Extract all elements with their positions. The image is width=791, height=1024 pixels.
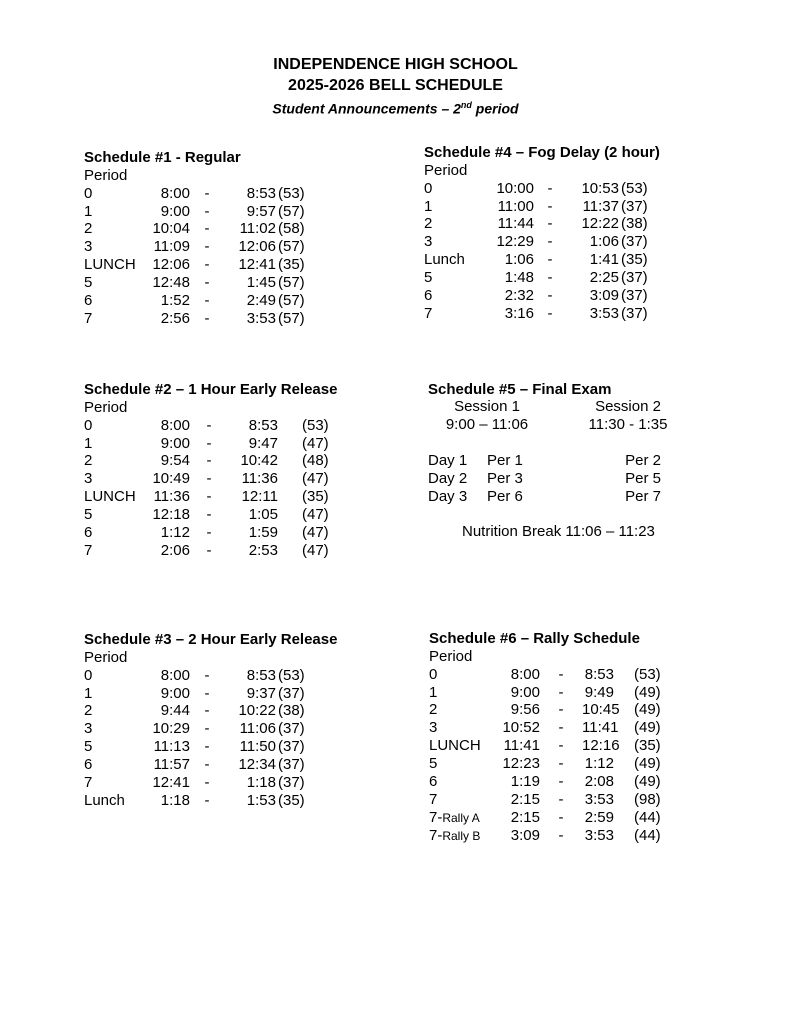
start-time: 9:54 <box>160 452 190 470</box>
schedule-row <box>424 215 660 233</box>
period: 0 <box>84 666 93 684</box>
period: 6 <box>84 523 93 541</box>
end-time: 12:22 <box>581 215 619 233</box>
period: 5 <box>84 738 93 756</box>
end-time: 2:08 <box>584 772 614 790</box>
start-time: 9:00 <box>160 434 190 452</box>
nutrition-break: Nutrition Break 11:06 – 11:23 <box>462 523 655 540</box>
period-header: Period <box>84 166 128 184</box>
schedule-row <box>84 738 337 756</box>
schedule-row <box>429 755 661 773</box>
period: 5 <box>429 755 438 773</box>
dash: - <box>558 719 564 737</box>
dash: - <box>558 827 564 845</box>
start-time: 9:44 <box>160 702 190 720</box>
period: 3 <box>84 470 93 488</box>
duration: (47) <box>302 470 329 488</box>
schedule-row <box>84 203 305 221</box>
schedule-row <box>84 470 337 488</box>
end-time: 12:41 <box>238 256 276 274</box>
period: 0 <box>84 416 93 434</box>
session-1-time: 9:00 – 11:06 <box>445 416 529 433</box>
schedule-row <box>424 305 660 323</box>
duration: (37) <box>278 773 305 791</box>
end-time: 8:53 <box>246 666 276 684</box>
dash: - <box>204 291 210 309</box>
start-time: 10:29 <box>152 720 190 738</box>
start-time: 9:00 <box>160 684 190 702</box>
schedule-row <box>429 701 661 719</box>
schedule-row <box>84 435 337 453</box>
start-time: 3:16 <box>504 304 534 322</box>
end-time: 12:16 <box>582 737 620 755</box>
schedule-row <box>84 792 337 810</box>
period: 5 <box>84 506 93 524</box>
schedule-row <box>424 233 660 251</box>
duration: (38) <box>278 702 305 720</box>
end-time: 12:34 <box>238 756 276 774</box>
dash: - <box>558 772 564 790</box>
duration: (49) <box>634 683 661 701</box>
period: 0 <box>429 665 438 683</box>
schedule-row <box>84 506 337 524</box>
end-time: 3:09 <box>589 286 619 304</box>
dash: - <box>547 179 553 197</box>
start-time: 9:56 <box>510 701 540 719</box>
schedule-row <box>84 185 305 203</box>
schedule-row <box>84 274 305 292</box>
start-time: 12:48 <box>152 274 190 292</box>
period: LUNCH <box>84 488 136 506</box>
schedule-3-2-hour-early-release <box>84 631 337 810</box>
dash: - <box>204 274 210 292</box>
ordinal-suffix: nd <box>460 100 472 110</box>
end-time: 10:22 <box>238 702 276 720</box>
section-title: Schedule #5 – Final Exam <box>428 381 612 398</box>
start-time: 1:18 <box>160 791 190 809</box>
start-time: 10:52 <box>502 719 540 737</box>
dash: - <box>558 808 564 826</box>
dash: - <box>558 737 564 755</box>
end-time: 1:53 <box>246 791 276 809</box>
session-1-label: Session 1 <box>454 398 520 415</box>
start-time: 3:09 <box>510 827 540 845</box>
schedule-1-regular <box>84 149 305 328</box>
period-number: 7- <box>429 827 443 845</box>
end-time: 3:53 <box>246 309 276 327</box>
start-time: 12:41 <box>152 773 190 791</box>
period: 2 <box>84 220 93 238</box>
start-time: 9:00 <box>510 683 540 701</box>
schedule-row <box>84 310 305 328</box>
end-time: 8:53 <box>248 416 278 434</box>
end-time: 1:59 <box>248 523 278 541</box>
duration: (57) <box>278 274 305 292</box>
duration: (35) <box>621 251 648 269</box>
duration: (37) <box>621 269 648 287</box>
end-time: 2:59 <box>584 808 614 826</box>
schedule-row <box>84 720 337 738</box>
period: LUNCH <box>429 737 481 755</box>
dash: - <box>206 523 212 541</box>
end-time: 1:18 <box>246 773 276 791</box>
schedule-row <box>424 287 660 305</box>
period: 6 <box>84 291 93 309</box>
start-time: 12:06 <box>152 256 190 274</box>
end-time: 10:42 <box>240 452 278 470</box>
dash: - <box>558 755 564 773</box>
dash: - <box>558 701 564 719</box>
dash: - <box>206 470 212 488</box>
schedule-row <box>84 667 337 685</box>
exam-day: Day 1 <box>428 452 468 469</box>
end-time: 8:53 <box>584 665 614 683</box>
start-time: 2:56 <box>160 309 190 327</box>
rally-row <box>429 827 661 846</box>
period: 7 <box>84 541 93 559</box>
schedule-row <box>84 256 305 274</box>
duration: (37) <box>621 233 648 251</box>
duration: (37) <box>278 756 305 774</box>
start-time: 8:00 <box>160 416 190 434</box>
duration: (35) <box>278 256 305 274</box>
announcements-period: period <box>471 100 519 117</box>
session-2-time: 11:30 - 1:35 <box>588 416 668 433</box>
duration: (47) <box>302 506 329 524</box>
end-time: 1:45 <box>246 274 276 292</box>
dash: - <box>547 286 553 304</box>
start-time: 11:09 <box>153 238 190 256</box>
end-time: 10:53 <box>581 179 619 197</box>
schedule-row <box>424 251 660 269</box>
duration: (37) <box>621 286 648 304</box>
duration: (37) <box>278 720 305 738</box>
period: 7 <box>84 309 93 327</box>
start-time: 8:00 <box>160 184 190 202</box>
period: 7 <box>424 304 433 322</box>
period-header: Period <box>84 648 128 666</box>
period: 3 <box>424 233 433 251</box>
start-time: 12:23 <box>502 755 540 773</box>
dash: - <box>558 790 564 808</box>
schedule-row <box>84 685 337 703</box>
schedule-row <box>84 488 337 506</box>
session-2-period: Per 5 <box>625 469 661 487</box>
duration: (49) <box>634 772 661 790</box>
duration: (47) <box>302 523 329 541</box>
start-time: 12:29 <box>496 233 534 251</box>
end-time: 9:37 <box>246 684 276 702</box>
schedule-title: Schedule #6 – Rally Schedule <box>429 630 640 647</box>
schedule-4-fog-delay <box>424 144 660 323</box>
start-time: 1:52 <box>160 291 190 309</box>
period: 7 <box>429 790 438 808</box>
dash: - <box>547 251 553 269</box>
dash: - <box>204 791 210 809</box>
schedule-row <box>84 292 305 310</box>
start-time: 2:06 <box>160 541 190 559</box>
start-time: 11:13 <box>153 738 190 756</box>
school-name: INDEPENDENCE HIGH SCHOOL <box>273 56 518 73</box>
duration: (37) <box>621 304 648 322</box>
dash: - <box>204 684 210 702</box>
period: 5 <box>424 269 433 287</box>
schedule-row <box>424 269 660 287</box>
schedule-title: Schedule #4 – Fog Delay (2 hour) <box>424 144 660 161</box>
duration: (37) <box>278 738 305 756</box>
period: Lunch <box>84 791 125 809</box>
schedule-6-rally <box>429 630 661 846</box>
period: 3 <box>429 719 438 737</box>
session-2-period: Per 2 <box>625 452 661 469</box>
end-time: 11:50 <box>239 738 276 756</box>
period <box>429 809 499 828</box>
start-time: 2:15 <box>510 790 540 808</box>
end-time: 10:45 <box>582 701 620 719</box>
duration: (98) <box>634 790 661 808</box>
schedule-title: Schedule #1 - Regular <box>84 149 241 166</box>
duration: (47) <box>302 434 329 452</box>
rally-label: Rally B <box>442 829 481 844</box>
schedule-row <box>429 684 661 702</box>
dash: - <box>204 309 210 327</box>
period <box>429 827 499 846</box>
end-time: 12:11 <box>241 488 278 506</box>
start-time: 10:49 <box>152 470 190 488</box>
schedule-2-1-hour-early-release <box>84 381 337 560</box>
dash: - <box>204 738 210 756</box>
duration: (35) <box>278 791 305 809</box>
period: 6 <box>84 756 93 774</box>
duration: (53) <box>278 184 305 202</box>
end-time: 11:06 <box>239 720 276 738</box>
period: 3 <box>84 720 93 738</box>
duration: (53) <box>621 179 648 197</box>
end-time: 11:41 <box>582 719 619 737</box>
schedule-row <box>84 702 337 720</box>
period: LUNCH <box>84 256 136 274</box>
session-2-label: Session 2 <box>595 398 661 415</box>
dash: - <box>547 215 553 233</box>
announcements-text: Student Announcements – 2 <box>272 100 461 117</box>
schedule-row <box>429 737 661 755</box>
dash: - <box>204 220 210 238</box>
dash: - <box>204 756 210 774</box>
start-time: 1:12 <box>160 523 190 541</box>
duration: (49) <box>634 701 661 719</box>
schedule-title: Schedule #2 – 1 Hour Early Release <box>84 381 338 398</box>
start-time: 11:57 <box>153 756 190 774</box>
period: 1 <box>84 434 93 452</box>
period: 2 <box>84 452 93 470</box>
duration: (49) <box>634 719 661 737</box>
start-time: 2:32 <box>504 286 534 304</box>
period-header: Period <box>424 161 468 179</box>
dash: - <box>204 773 210 791</box>
period: Lunch <box>424 251 465 269</box>
start-time: 1:48 <box>504 269 534 287</box>
start-time: 1:19 <box>510 772 540 790</box>
session-1-period: Per 3 <box>487 469 523 487</box>
period: 2 <box>84 702 93 720</box>
dash: - <box>547 269 553 287</box>
end-time: 3:53 <box>584 827 614 845</box>
session-1-period: Per 6 <box>487 487 523 505</box>
schedule-row <box>424 198 660 216</box>
period: 1 <box>84 684 93 702</box>
schedule-row <box>84 238 305 256</box>
duration: (57) <box>278 202 305 220</box>
schedule-row <box>84 452 337 470</box>
schedule-row <box>84 774 337 792</box>
schedule-row <box>429 791 661 809</box>
period: 6 <box>424 286 433 304</box>
period: 7 <box>84 773 93 791</box>
duration: (35) <box>302 488 329 506</box>
duration: (48) <box>302 452 329 470</box>
start-time: 1:06 <box>504 251 534 269</box>
session-1-period: Per 1 <box>487 452 523 469</box>
duration: (35) <box>634 737 661 755</box>
end-time: 2:49 <box>246 291 276 309</box>
start-time: 8:00 <box>510 665 540 683</box>
schedule-row <box>429 666 661 684</box>
period-header: Period <box>84 398 128 416</box>
exam-day: Day 2 <box>428 469 468 487</box>
schedule-row <box>429 773 661 791</box>
period: 0 <box>424 179 433 197</box>
start-time: 2:15 <box>510 808 540 826</box>
duration: (47) <box>302 541 329 559</box>
start-time: 11:36 <box>153 488 190 506</box>
period-number: 7- <box>429 808 443 826</box>
duration: (37) <box>621 197 648 215</box>
period: 6 <box>429 772 438 790</box>
end-time: 8:53 <box>246 184 276 202</box>
start-time: 11:00 <box>497 197 534 215</box>
dash: - <box>204 702 210 720</box>
period: 2 <box>424 215 433 233</box>
schedule-row <box>429 719 661 737</box>
start-time: 11:41 <box>503 737 540 755</box>
start-time: 9:00 <box>160 202 190 220</box>
period: 2 <box>429 701 438 719</box>
start-time: 8:00 <box>160 666 190 684</box>
duration: (58) <box>278 220 305 238</box>
duration: (38) <box>621 215 648 233</box>
start-time: 10:00 <box>496 179 534 197</box>
period: 1 <box>84 202 93 220</box>
schedule-year: 2025-2026 BELL SCHEDULE <box>288 77 503 94</box>
announcements-note <box>0 95 791 119</box>
period: 1 <box>424 197 433 215</box>
dash: - <box>206 416 212 434</box>
schedule-row <box>424 180 660 198</box>
dash: - <box>206 488 212 506</box>
duration: (53) <box>302 416 329 434</box>
dash: - <box>204 256 210 274</box>
end-time: 9:57 <box>246 202 276 220</box>
schedule-row <box>84 756 337 774</box>
end-time: 1:41 <box>589 251 619 269</box>
rally-row <box>429 809 661 828</box>
end-time: 2:53 <box>248 541 278 559</box>
dash: - <box>558 683 564 701</box>
schedule-row <box>84 524 337 542</box>
duration: (49) <box>634 755 661 773</box>
schedule-row <box>84 417 337 435</box>
period: 3 <box>84 238 93 256</box>
dash: - <box>558 665 564 683</box>
dash: - <box>206 434 212 452</box>
duration: (57) <box>278 309 305 327</box>
end-time: 2:25 <box>589 269 619 287</box>
exam-day: Day 3 <box>428 487 468 505</box>
duration: (53) <box>278 666 305 684</box>
dash: - <box>547 233 553 251</box>
end-time: 1:06 <box>589 233 619 251</box>
dash: - <box>547 197 553 215</box>
end-time: 9:49 <box>584 683 614 701</box>
schedule-title: Schedule #3 – 2 Hour Early Release <box>84 631 338 648</box>
dash: - <box>204 238 210 256</box>
duration: (57) <box>278 238 305 256</box>
start-time: 12:18 <box>152 506 190 524</box>
period-header: Period <box>429 647 473 665</box>
dash: - <box>204 184 210 202</box>
end-time: 9:47 <box>248 434 278 452</box>
schedule-row <box>84 220 305 238</box>
dash: - <box>204 202 210 220</box>
duration: (37) <box>278 684 305 702</box>
start-time: 10:04 <box>152 220 190 238</box>
period: 0 <box>84 184 93 202</box>
dash: - <box>206 452 212 470</box>
end-time: 12:06 <box>238 238 276 256</box>
schedule-row <box>84 542 337 560</box>
end-time: 11:37 <box>582 197 619 215</box>
dash: - <box>204 666 210 684</box>
session-2-period: Per 7 <box>625 487 661 505</box>
dash: - <box>206 506 212 524</box>
dash: - <box>547 304 553 322</box>
duration: (57) <box>278 291 305 309</box>
period: 1 <box>429 683 438 701</box>
end-time: 1:12 <box>584 755 614 773</box>
end-time: 11:36 <box>241 470 278 488</box>
duration: (44) <box>634 808 661 826</box>
start-time: 11:44 <box>497 215 534 233</box>
rally-label: Rally A <box>442 810 480 825</box>
duration: (53) <box>634 665 661 683</box>
end-time: 3:53 <box>584 790 614 808</box>
dash: - <box>206 541 212 559</box>
end-time: 3:53 <box>589 304 619 322</box>
end-time: 11:02 <box>239 220 276 238</box>
dash: - <box>204 720 210 738</box>
period: 5 <box>84 274 93 292</box>
end-time: 1:05 <box>248 506 278 524</box>
duration: (44) <box>634 827 661 845</box>
